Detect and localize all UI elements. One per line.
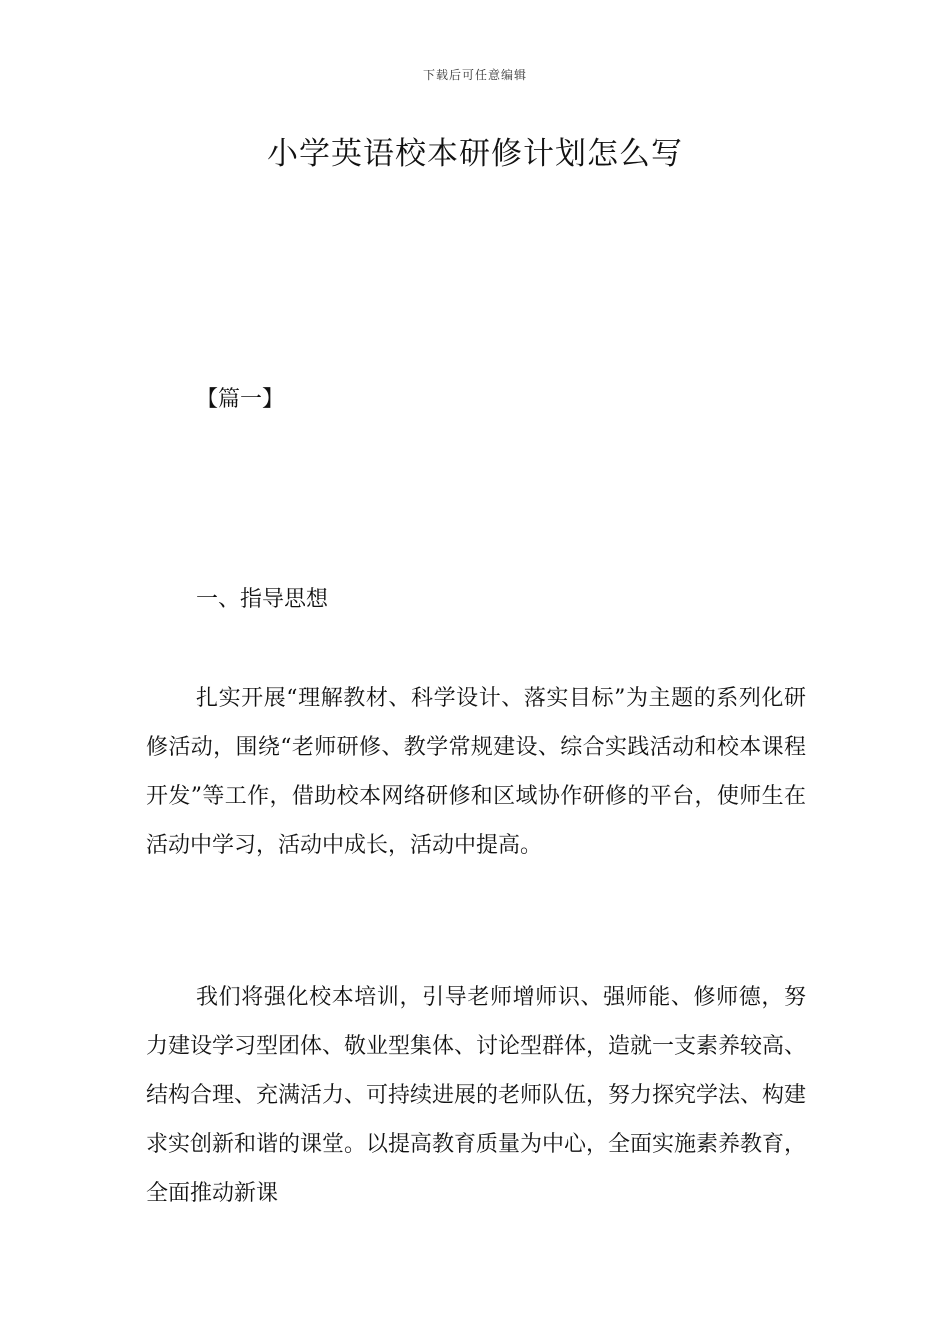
section-tag: 【篇一】: [196, 387, 285, 412]
document-title: 小学英语校本研修计划怎么写: [267, 136, 683, 172]
section-heading: 一、指导思想: [196, 587, 329, 612]
header-note: 下载后可任意编辑: [422, 68, 527, 82]
body-paragraph: 扎实开展“理解教材、科学设计、落实目标”为主题的系列化研修活动，围绕“老师研修、教学常规建设、综合实践活动和校本课程开发”等工作，借助校本网络研修和区域协作研修的平台，使师生在活动中学习，活动中成长，活动中提高。: [146, 686, 806, 858]
body-paragraph: 我们将强化校本培训，引导老师增师识、强师能、修师德，努力建设学习型团体、敬业型集体、讨论型群体，造就一支素养较高、结构合理、充满活力、可持续进展的老师队伍，努力探究学法、构建求实创新和谐的课堂。以提高教育质量为中心，全面实施素养教育，全面推动新课: [146, 985, 807, 1206]
